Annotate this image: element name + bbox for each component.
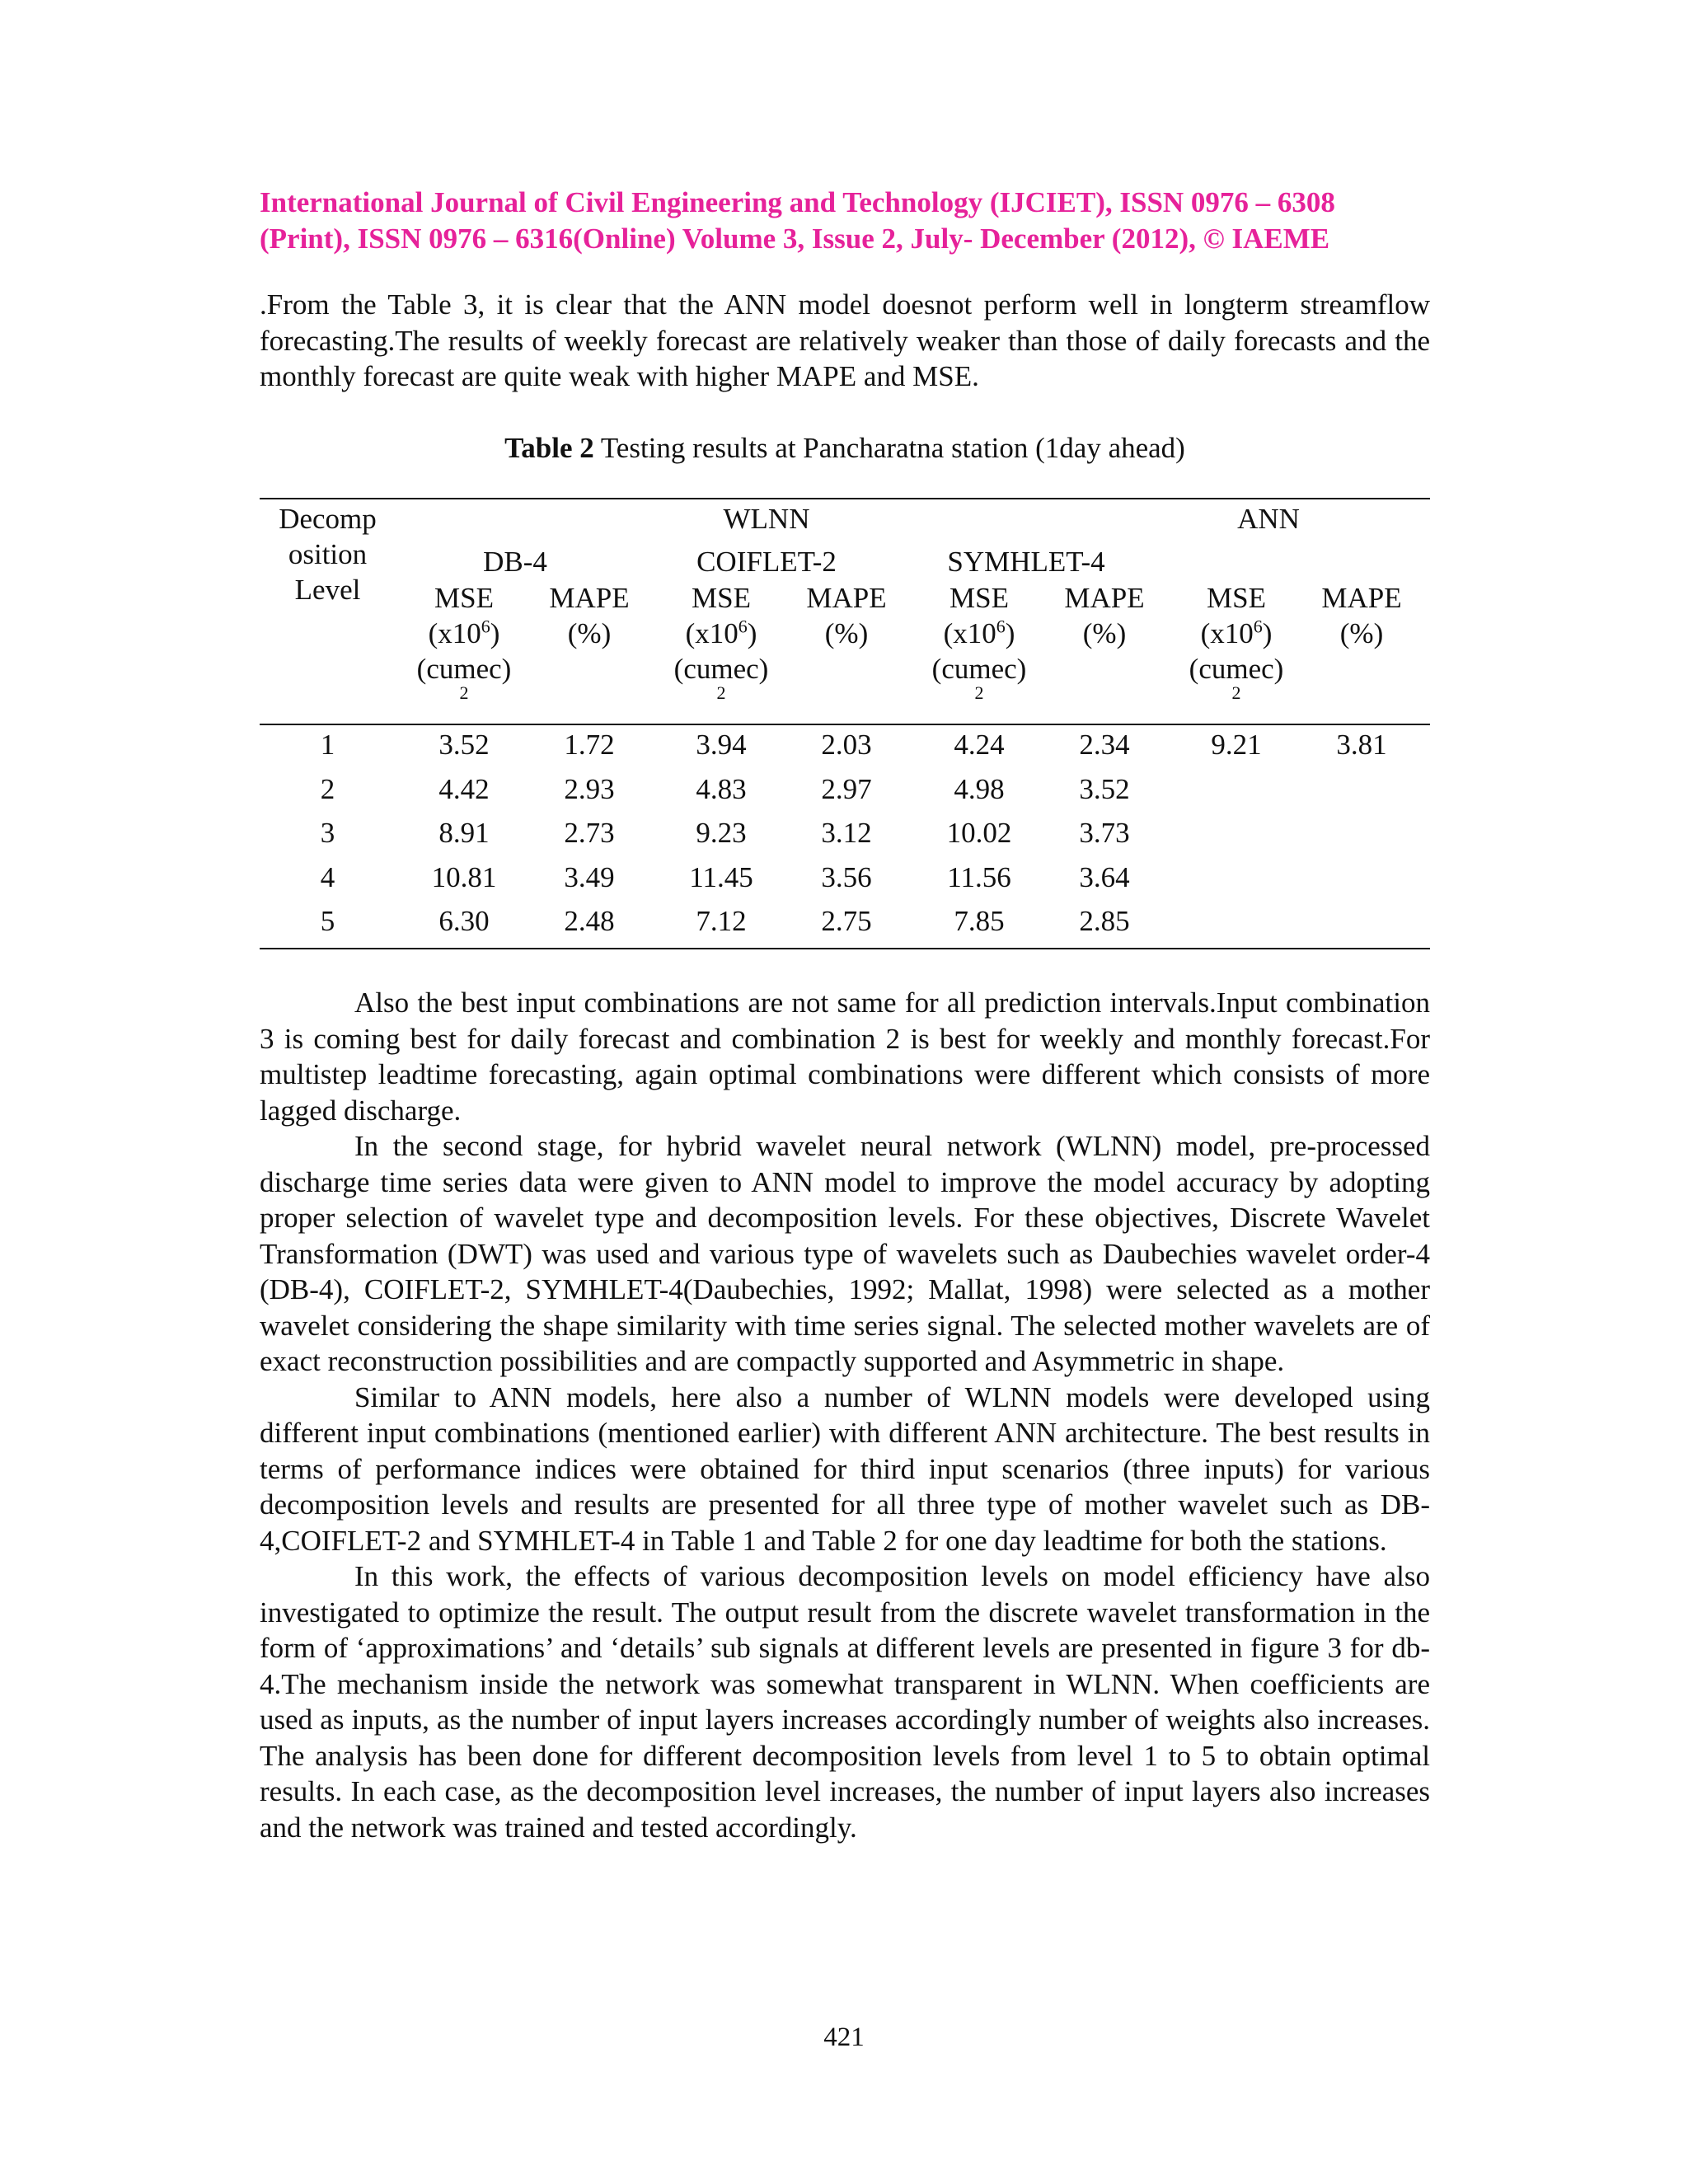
table-bottom-rule [260, 948, 1430, 949]
table-cell: 2.85 [1079, 905, 1130, 937]
header-mse-sq: 2 [1231, 682, 1241, 703]
header-mse-unit [913, 616, 1045, 651]
table-cell: 1.72 [564, 729, 615, 761]
header-mse: MSE [434, 582, 494, 614]
header-mse-x10: (x10 [685, 617, 738, 649]
header-mape-unit: (%) [1082, 617, 1127, 649]
header-mse-exp: 6 [738, 616, 748, 637]
table-cell: 2.75 [821, 905, 872, 937]
header-wlnn: WLNN [723, 503, 810, 535]
paragraph: Also the best input combinations are not same for all prediction intervals.Input combination 3 is coming best for daily forecast and combination 2 is best for weekly and monthly forecast.For multistep leadtime forecasting, again optimal combinations were different which consists of more lagged discharge. [260, 987, 1430, 1127]
table-caption-text: Testing results at Pancharatna station (1day ahead) [593, 432, 1185, 464]
table-cell: 10.81 [431, 860, 497, 893]
table-cell: 7.85 [954, 905, 1005, 937]
header-mse-x10: (x10 [1200, 617, 1254, 649]
table-cell: 11.56 [947, 860, 1011, 893]
table-top-rule [260, 498, 1430, 499]
header-decomp-3: Level [294, 574, 361, 606]
table-cell: 6.30 [438, 905, 490, 937]
header-symhlet4: SYMHLET-4 [947, 546, 1105, 578]
header-mse-sq: 2 [974, 682, 984, 703]
header-mse-exp: 6 [1253, 616, 1263, 637]
table-cell: 3.56 [821, 860, 872, 893]
header-mse: MSE [950, 582, 1009, 614]
header-decomp-1: Decomp [279, 503, 377, 535]
table-cell: 7.12 [696, 905, 747, 937]
table-row-level: 4 [320, 860, 335, 893]
header-mape: MAPE [806, 582, 887, 614]
table-cell: 3.52 [438, 729, 490, 761]
header-mse-close: ) [490, 617, 500, 649]
table-cell: 2.03 [821, 729, 872, 761]
table-cell: 4.98 [954, 772, 1005, 805]
header-mse-close: ) [747, 617, 757, 649]
table-cell: 9.23 [696, 817, 747, 849]
header-ann: ANN [1237, 503, 1300, 535]
table-cell: 3.81 [1336, 729, 1387, 761]
paragraph: Similar to ANN models, here also a number of WLNN models were developed using different input combinations (mentioned earlier) with different ANN architecture. The best results in terms of performance indices were obtained for third input scenarios (three inputs) for various decomposition levels and results are presented for all three type of mother wavelet such as DB-4,COIFLET-2 and SYMHLET-4 in Table 1 and Table 2 for one day leadtime for both the stations. [260, 1380, 1430, 1557]
paragraph: In this work, the effects of various decomposition levels on model efficiency have also investigated to optimize the result. The output result from the discrete wavelet transformation in the form of ‘approximations’ and ‘details’ sub signals at different levels are presented in figure 3 for db-4.The mechanism inside the network was somewhat transparent in WLNN. When coefficients are used as inputs, as the number of input layers increases accordingly number of weights also increases. The analysis has been done for different decomposition levels from level 1 to 5 to obtain optimal results. In each case, as the decomposition level increases, the number of input layers also increases and the network was trained and tested accordingly. [260, 1560, 1430, 1844]
paragraph: In the second stage, for hybrid wavelet neural network (WLNN) model, pre-processed discharge time series data were given to ANN model to improve the model accuracy by adopting proper selection of wavelet type and decomposition levels. For these objectives, Discrete Wavelet Transformation (DWT) was used and various type of wavelets such as Daubechies wavelet order-4 (DB-4), COIFLET-2, SYMHLET-4(Daubechies, 1992; Mallat, 1998) were selected as a mother wavelet considering the shape similarity with time series signal. The selected mother wavelets are of exact reconstruction possibilities and are compactly supported and Asymmetric in shape. [260, 1130, 1430, 1377]
header-mse-x10: (x10 [428, 617, 481, 649]
table-row-level: 2 [320, 772, 335, 805]
table-cell: 3.52 [1079, 772, 1130, 805]
table-cell: 2.97 [821, 772, 872, 805]
table-cell: 3.64 [1079, 860, 1130, 893]
page-number: 421 [823, 2022, 865, 2052]
header-mse-close: ) [1262, 617, 1273, 649]
header-mse-cumec: (cumec) [673, 653, 769, 685]
header-mse-x10: (x10 [943, 617, 996, 649]
table-cell: 2.73 [564, 817, 615, 849]
header-decomp-2: osition [288, 538, 368, 570]
header-mse-unit [655, 616, 787, 651]
header-mse: MSE [692, 582, 751, 614]
header-mse-sq: 2 [459, 682, 469, 703]
header-db4: DB-4 [483, 546, 547, 578]
header-mape-unit: (%) [567, 617, 612, 649]
header-mape: MAPE [1064, 582, 1145, 614]
table-cell: 3.49 [564, 860, 615, 893]
table-caption [260, 430, 1430, 466]
table-row-level: 5 [320, 905, 335, 937]
table-cell: 2.34 [1079, 729, 1130, 761]
journal-header-line2: (Print), ISSN 0976 – 6316(Online) Volume 3, Issue 2, July- December (2012), © IAEME [260, 223, 1330, 255]
table-cell: 10.02 [946, 817, 1012, 849]
table-cell: 4.42 [438, 772, 490, 805]
header-mape: MAPE [1321, 582, 1402, 614]
table-cell: 4.83 [696, 772, 747, 805]
journal-header [260, 185, 1430, 257]
header-mse-unit [1170, 616, 1302, 651]
header-mse-cumec: (cumec) [416, 653, 512, 685]
body-text [260, 985, 1430, 1845]
header-mape: MAPE [549, 582, 630, 614]
header-mse-unit [398, 616, 530, 651]
header-mse-exp: 6 [996, 616, 1006, 637]
table-cell: 3.73 [1079, 817, 1130, 849]
table-caption-label: Table 2 [504, 432, 594, 464]
table-cell: 9.21 [1211, 729, 1262, 761]
table-header-rule [260, 724, 1430, 725]
table-cell: 11.45 [689, 860, 753, 893]
journal-header-line1: International Journal of Civil Engineering and Technology (IJCIET), ISSN 0976 – 6308 [260, 186, 1335, 218]
table-cell: 3.94 [696, 729, 747, 761]
header-coiflet2: COIFLET-2 [696, 546, 837, 578]
table-cell: 2.93 [564, 772, 615, 805]
table-cell: 4.24 [954, 729, 1005, 761]
table-cell: 3.12 [821, 817, 872, 849]
table-cell: 2.48 [564, 905, 615, 937]
table-row-level: 1 [320, 729, 335, 761]
header-mape-unit: (%) [824, 617, 869, 649]
table-row-level: 3 [320, 817, 335, 849]
header-mse-cumec: (cumec) [931, 653, 1027, 685]
header-mse-sq: 2 [716, 682, 726, 703]
header-mse-exp: 6 [481, 616, 490, 637]
header-mse: MSE [1207, 582, 1266, 614]
header-mse-cumec: (cumec) [1189, 653, 1284, 685]
table-cell: 8.91 [438, 817, 490, 849]
header-mse-close: ) [1005, 617, 1015, 649]
intro-paragraph: .From the Table 3, it is clear that the ANN model doesnot perform well in longterm streamflow forecasting.The results of weekly forecast are relatively weaker than those of daily forecasts and the monthly forecast are quite weak with higher MAPE and MSE. [260, 288, 1430, 392]
header-mape-unit: (%) [1339, 617, 1384, 649]
